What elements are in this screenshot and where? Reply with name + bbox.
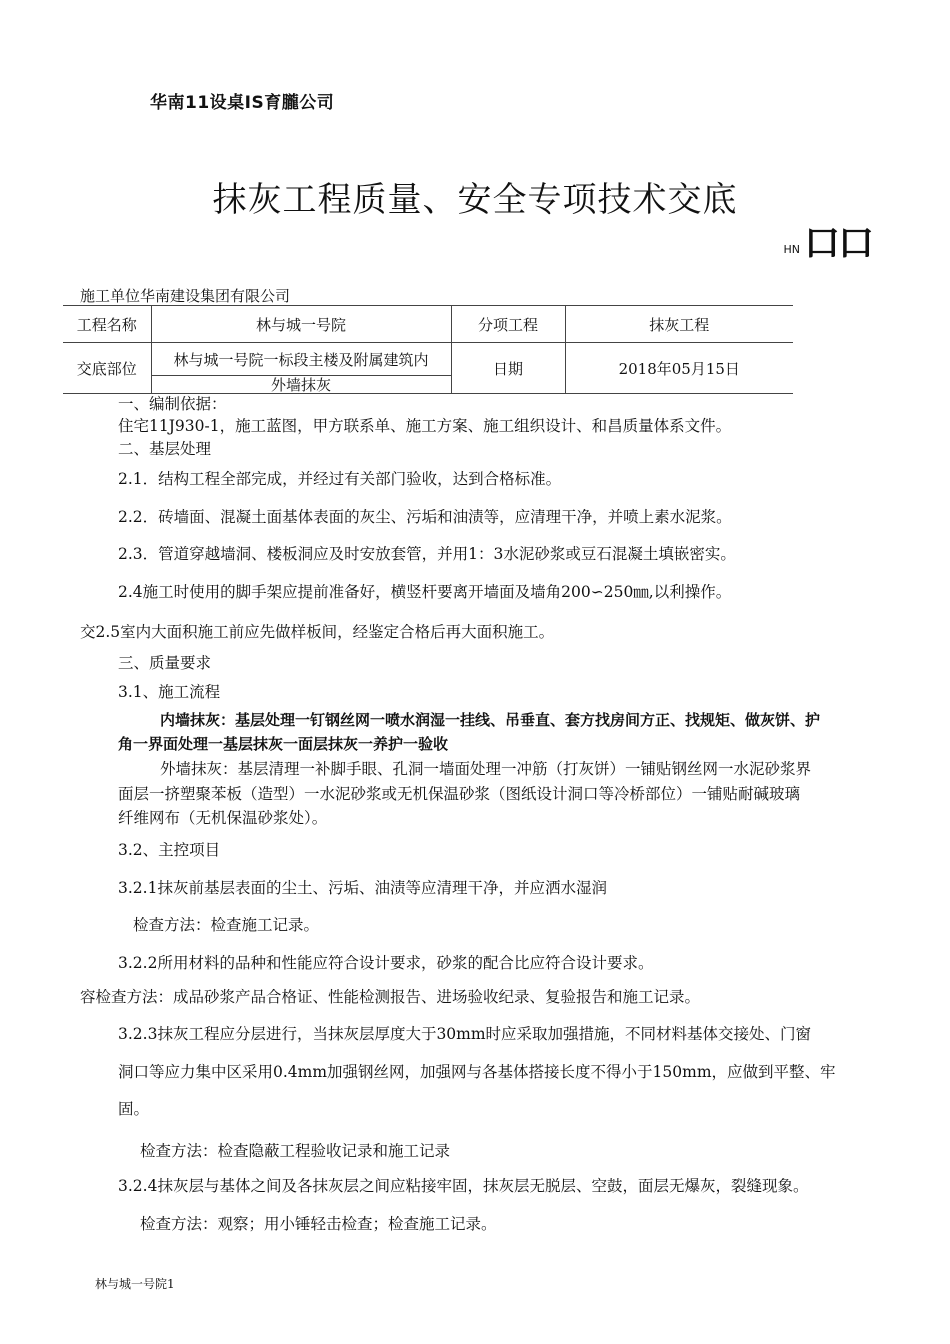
paragraph: 2.2．砖墙面、混凝土面基体表面的灰尘、污垢和油渍等，应清理干净，并喷上素水泥浆。 bbox=[118, 508, 732, 526]
part-value-line2: 外墙抹灰 bbox=[270, 376, 331, 394]
paragraph: 交2.5室内大面积施工前应先做样板间，经鉴定合格后再大面积施工。 bbox=[80, 623, 555, 641]
subsection-heading: 3.1、施工流程 bbox=[118, 683, 221, 701]
info-table bbox=[63, 305, 793, 394]
paragraph: 2.3．管道穿越墙洞、楼板洞应及时安放套管，并用1：3水泥砂浆或豆石混凝土填嵌密实。 bbox=[118, 545, 736, 563]
paragraph: 洞口等应力集中区采用0.4mm加强钢丝网，加强网与各基体搭接长度不得小于150mm，应做到平整、牢 bbox=[118, 1063, 836, 1081]
project-value: 林与城一号院 bbox=[151, 306, 451, 343]
document-title: 抹灰工程质量、安全专项技术交底 bbox=[212, 180, 738, 220]
page-footer: 林与城一号院1 bbox=[95, 1277, 175, 1291]
paragraph: 检查方法：观察；用小锤轻击检查；检查施工记录。 bbox=[140, 1215, 497, 1233]
paragraph: 容检查方法：成品砂浆产品合格证、性能检测报告、进场验收纪录、复验报告和施工记录。 bbox=[80, 988, 701, 1006]
section-heading: 一、编制依据： bbox=[118, 395, 227, 413]
construction-unit: 施工单位华南建设集团有限公司 bbox=[80, 287, 291, 305]
date-label: 日期 bbox=[451, 343, 565, 394]
paragraph: 外墙抹灰：基层清理一补脚手眼、孔洞一墙面处理一冲筋（打灰饼）一铺贴钢丝网一水泥砂浆界 bbox=[160, 760, 812, 778]
paragraph: 3.2.2所用材料的品种和性能应符合设计要求，砂浆的配合比应符合设计要求。 bbox=[118, 954, 654, 972]
part-value-line1: 林与城一号院一标段主楼及附属建筑内 bbox=[173, 351, 429, 369]
document-code bbox=[783, 223, 872, 264]
section-heading: 二、基层处理 bbox=[118, 440, 212, 458]
paragraph: 2.1．结构工程全部完成，并经过有关部门验收，达到合格标准。 bbox=[118, 470, 562, 488]
paragraph: 3.2.4抹灰层与基体之间及各抹灰层之间应粘接牢固，抹灰层无脱层、空鼓，面层无爆灰，裂缝现象。 bbox=[118, 1177, 809, 1195]
paragraph: 住宅11J930-1，施工蓝图，甲方联系单、施工方案、施工组织设计、和昌质量体系文件。 bbox=[118, 417, 732, 435]
date-value: 2018年05月15日 bbox=[565, 343, 793, 394]
project-label: 工程名称 bbox=[63, 306, 151, 343]
subproject-value: 抹灰工程 bbox=[565, 306, 793, 343]
paragraph: 检查方法：检查施工记录。 bbox=[133, 916, 320, 934]
part-label: 交底部位 bbox=[63, 343, 151, 394]
part-value-cell bbox=[151, 343, 451, 394]
code-boxes: 口口 bbox=[803, 223, 872, 264]
section-heading: 三、质量要求 bbox=[118, 654, 212, 672]
paragraph: 检查方法：检查隐蔽工程验收记录和施工记录 bbox=[140, 1142, 451, 1160]
paragraph: 3.2.3抹灰工程应分层进行，当抹灰层厚度大于30mm时应采取加强措施，不同材料基体交接处、门窗 bbox=[118, 1025, 812, 1043]
code-prefix: HN bbox=[783, 243, 800, 256]
paragraph: 固。 bbox=[118, 1100, 150, 1118]
subsection-heading: 3.2、主控项目 bbox=[118, 841, 221, 859]
company-name: 华南11设桌IS育朧公司 bbox=[150, 93, 335, 113]
paragraph: 2.4施工时使用的脚手架应提前准备好，横竖杆要离开墙面及墙角200∽250㎜,以利操作。 bbox=[118, 583, 732, 601]
paragraph: 面层一挤塑聚苯板（造型）一水泥砂浆或无机保温砂浆（图纸设计洞口等冷桥部位）一铺贴耐碱玻璃 bbox=[118, 785, 801, 803]
paragraph: 角一界面处理一基层抹灰一面层抹灰一养护一验收 bbox=[118, 735, 449, 753]
subproject-label: 分项工程 bbox=[451, 306, 565, 343]
paragraph: 纤维网布（无机保温砂浆处）。 bbox=[118, 809, 328, 827]
info-row-project bbox=[63, 306, 793, 343]
paragraph: 内墙抹灰：基层处理一钉钢丝网一喷水润湿一挂线、吊垂直、套方找房间方正、找规矩、做灰饼、护 bbox=[160, 711, 821, 729]
paragraph: 3.2.1抹灰前基层表面的尘土、污垢、油渍等应清理干净，并应洒水湿润 bbox=[118, 879, 607, 897]
info-row-part bbox=[63, 343, 793, 394]
